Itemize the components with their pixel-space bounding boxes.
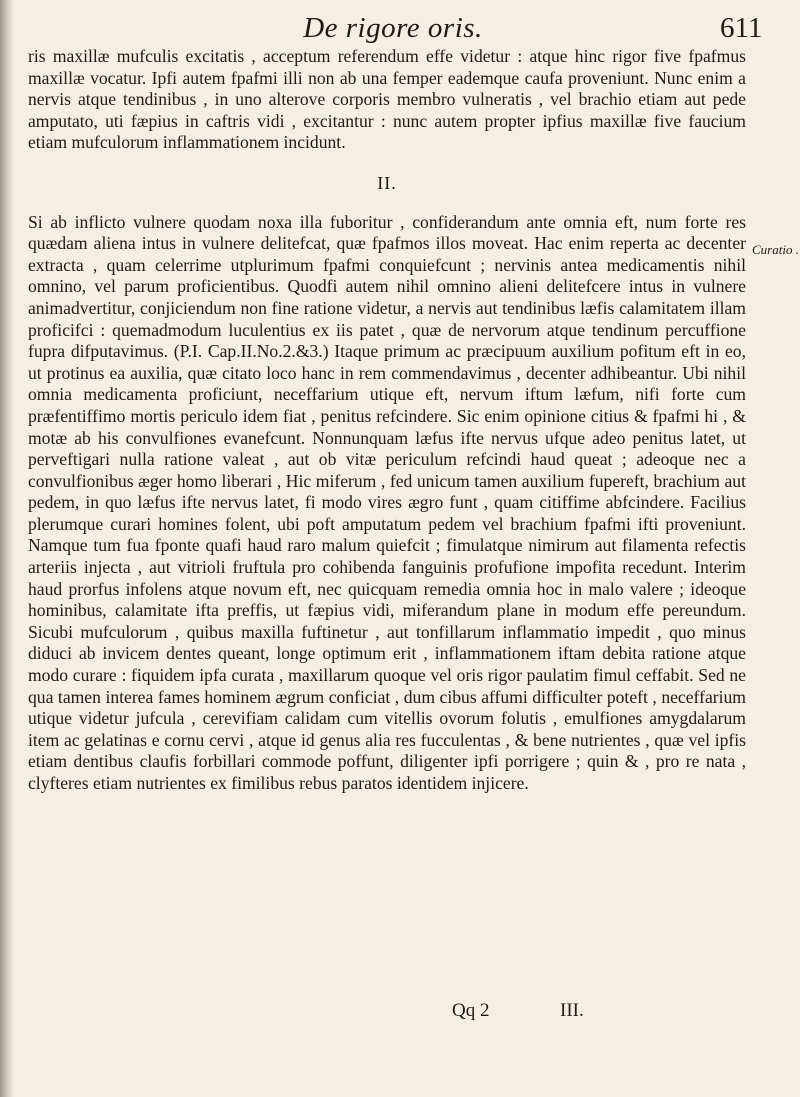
paragraph-1: ris maxillæ mufculis excitatis , acceptum referendum effe videtur : atque hinc rigor five fpafmus maxillæ vocatur. Ipfi autem fpafmi illi non ab una femper eademque caufa proveniunt. Nunc enim a nervis atque tendinibus , in uno alterove corporis membro vulneratis , vel brachio etiam aut pede amputato, uti fæpius in caftris vidi , excitantur : nunc autem propter ipfius maxillæ five faucium etiam mufculorum inflammationem incidunt.: [28, 46, 746, 153]
body-text: [28, 46, 746, 795]
running-title: De rigore oris.: [303, 12, 483, 44]
page-header: [0, 10, 800, 50]
paragraph-2: Si ab inflicto vulnere quodam noxa illa fuboritur , confiderandum ante omnia eft, num forte res quædam aliena intus in vulnere delitefcat, quæ fpafmos illos moveat. Hac enim reperta ac decenter extracta , quam celerrime utplurimum fpafmi conquiefcunt ; nervinis antea medicamentis nihil omnino, vel parum proficientibus. Quodfi autem nihil omnino alieni delitefcere intus in vulnere animadvertitur, conjiciendum non fine ratione videtur, a nervis aut tendinibus læfis calamitatem illam proficifci : quemadmodum luculentius ex iis patet , quæ de nervorum atque tendinum percuffione fupra difputavimus. (P.I. Cap.II.No.2.&3.) Itaque primum ac præcipuum auxilium pofitum eft in eo, ut protinus ea auxilia, quæ citato loco hanc in rem commendavimus , decenter adhibeantur. Ubi nihil omnia medicamenta proficiunt, neceffarium utique eft, nervum iftum læfum, nifi forte cum præfentiffimo mortis periculo idem fiat , penitus refcindere. Sic enim opinione citius & fpafmi hi , & motæ ab his convulfiones evanefcunt. Nonnunquam læfus ifte nervus ufque adeo penitus latet, ut perveftigari nulla ratione valeat , aut ob vitæ periculum refcindi haud queat ; adeoque nec a convulfionibus æger homo liberari , Hic miferum , fed unicum tamen auxilium fupereft, brachium aut pedem, in quo læfus ifte nervus latet, fi modo vires ægro funt , quam citiffime abfcindere. Facilius plerumque curari homines folent, ubi poft amputatum pedem vel brachium fpafmi ifti proveniunt. Namque tum fua fponte quafi haud raro malum quiefcit ; fimulatque nimirum aut filamenta refectis arteriis injecta , aut vitrioli fruftula pro cohibenda fanguinis profufione impofita recedunt. Interim haud prorfus infolens atque novum eft, nec quicquam remedia omnia hoc in malo valere ; ideoque hominibus, calamitate ifta preffis, ut fæpius vidi, miferandum plane in modum effe pereundum. Sicubi mufculorum , quibus maxilla fuftinetur , aut tonfillarum inflammatio impedit , quo minus diduci ab invicem dentes queant, longe optimum erit , inflammationem iftam debita ratione atque modo curare : fiquidem ipfa curata , maxillarum quoque vel oris rigor paulatim fimul ceffabit. Sed ne qua tamen interea fames hominem ægrum conficiat , dum cibus affumi difficulter poteft , neceffarium utique videtur jufcula , cerevifiam calidam cum vitellis ovorum folutis , emulfiones amygdalarum item ac gelatinas e cornu cervi , atque id genus alia res fucculentas , & bene nutrientes , quæ vel ipfis etiam dentibus claufis forbillari commode poffunt, diligenter ipfi porrigere ; quin & , pro re nata , clyfteres etiam nutrientes ex fimilibus rebus paratos identidem injicere.: [28, 211, 746, 793]
binding-gutter: [0, 0, 14, 1097]
signature-mark: Qq 2: [452, 1000, 490, 1021]
margin-note: Curatio .: [752, 242, 799, 257]
catchword: III.: [560, 1000, 584, 1021]
page-number: 611: [720, 12, 763, 44]
section-number: II.: [377, 172, 397, 193]
page-footer: [0, 1000, 800, 1030]
